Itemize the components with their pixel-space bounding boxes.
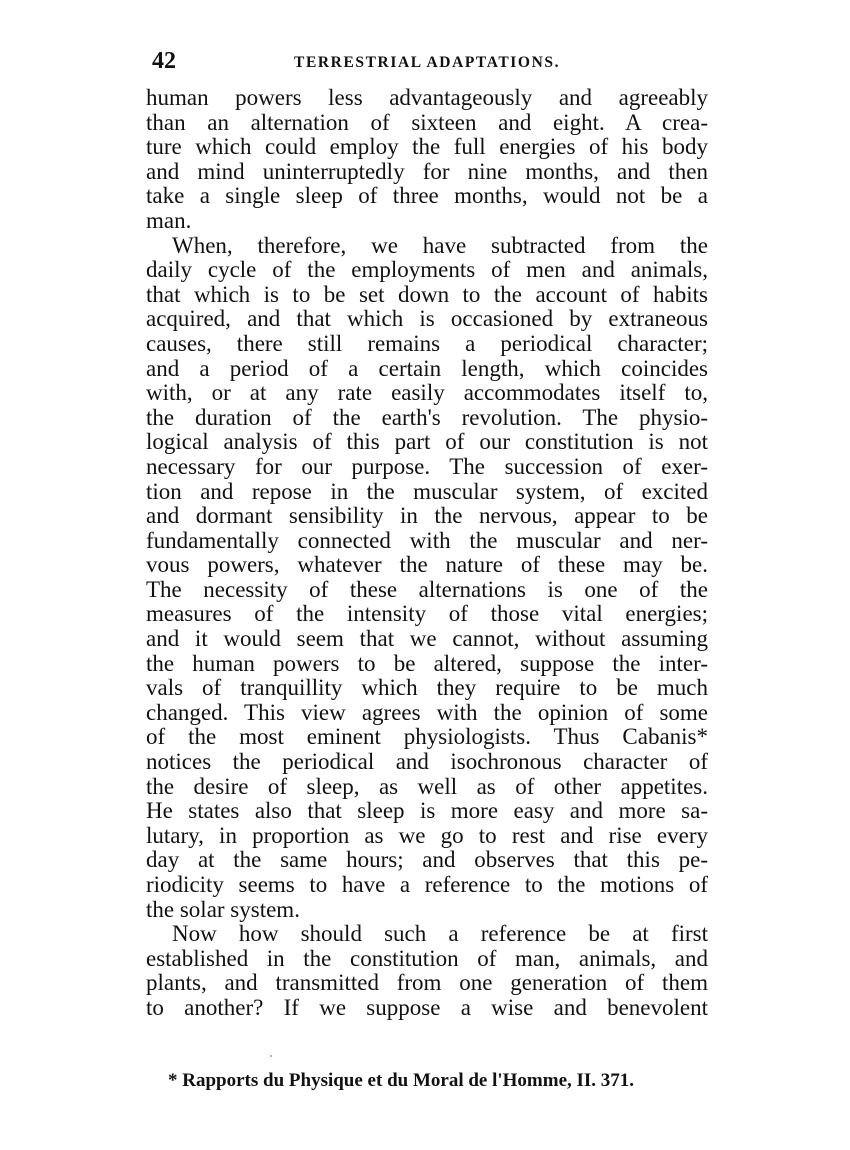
text-line: ture which could employ the full energies of his body bbox=[146, 134, 708, 160]
text-line: acquired, and that which is occasioned by extraneous bbox=[146, 306, 708, 332]
text-line: riodicity seems to have a reference to the motions of bbox=[146, 872, 708, 897]
text-line: vous powers, whatever the nature of these may be. bbox=[146, 552, 708, 578]
text-line: Now how should such a reference be at first bbox=[172, 921, 708, 947]
page-header bbox=[152, 48, 712, 78]
text-line: and a period of a certain length, which coincides bbox=[146, 355, 708, 381]
text-line: causes, there still remains a periodical character; bbox=[146, 330, 708, 356]
text-line: the human powers to be altered, suppose the inter- bbox=[146, 650, 708, 676]
print-speck bbox=[270, 1055, 272, 1057]
page-number: 42 bbox=[152, 48, 176, 74]
text-line: than an alternation of sixteen and eight. A crea- bbox=[146, 109, 708, 135]
text-line: When, therefore, we have subtracted from the bbox=[172, 232, 708, 258]
running-head: TERRESTRIAL ADAPTATIONS. bbox=[294, 54, 561, 71]
text-line: of the most eminent physiologists. Thus Cabanis* bbox=[146, 724, 708, 750]
text-line: changed. This view agrees with the opinion of some bbox=[146, 699, 708, 725]
text-line: established in the constitution of man, animals, and bbox=[146, 945, 708, 971]
text-line: man. bbox=[146, 207, 192, 233]
text-line: that which is to be set down to the account of habits bbox=[146, 281, 708, 307]
text-line: measures of the intensity of those vital energies; bbox=[146, 601, 708, 627]
text-line: lutary, in proportion as we go to rest and rise every bbox=[146, 822, 708, 848]
text-line: vals of tranquillity which they require to be much bbox=[146, 675, 708, 701]
text-line: tion and repose in the muscular system, of excited bbox=[146, 478, 708, 504]
text-line: He states also that sleep is more easy and more sa- bbox=[146, 798, 708, 824]
text-line: logical analysis of this part of our constitution is not bbox=[146, 429, 708, 455]
text-line: the duration of the earth's revolution. The physio- bbox=[146, 404, 708, 430]
text-line: daily cycle of the employments of men and animals, bbox=[146, 257, 708, 283]
text-line: and dormant sensibility in the nervous, appear to be bbox=[146, 503, 708, 529]
text-line: notices the periodical and isochronous character of bbox=[146, 749, 708, 775]
text-line: to another? If we suppose a wise and benevolent bbox=[146, 994, 708, 1020]
text-line: and mind uninterruptedly for nine months, and then bbox=[146, 158, 708, 184]
text-line: fundamentally connected with the muscular and ner- bbox=[146, 527, 708, 553]
body-text bbox=[146, 86, 708, 1021]
text-line: plants, and transmitted from one generation of them bbox=[146, 970, 708, 996]
text-line: the desire of sleep, as well as of other appetites. bbox=[146, 773, 708, 799]
footnote: * Rapports du Physique et du Moral de l'Homme, II. 371. bbox=[168, 1070, 635, 1091]
text-line: day at the same hours; and observes that this pe- bbox=[146, 847, 708, 873]
text-line: take a single sleep of three months, would not be a bbox=[146, 183, 708, 209]
text-line: necessary for our purpose. The succession of exer- bbox=[146, 453, 708, 479]
text-line: The necessity of these alternations is one of the bbox=[146, 576, 708, 602]
text-line: human powers less advantageously and agreeably bbox=[146, 85, 708, 110]
text-line: the solar system. bbox=[146, 896, 300, 922]
text-line: and it would seem that we cannot, without assuming bbox=[146, 626, 708, 652]
text-line: with, or at any rate easily accommodates itself to, bbox=[146, 380, 708, 406]
